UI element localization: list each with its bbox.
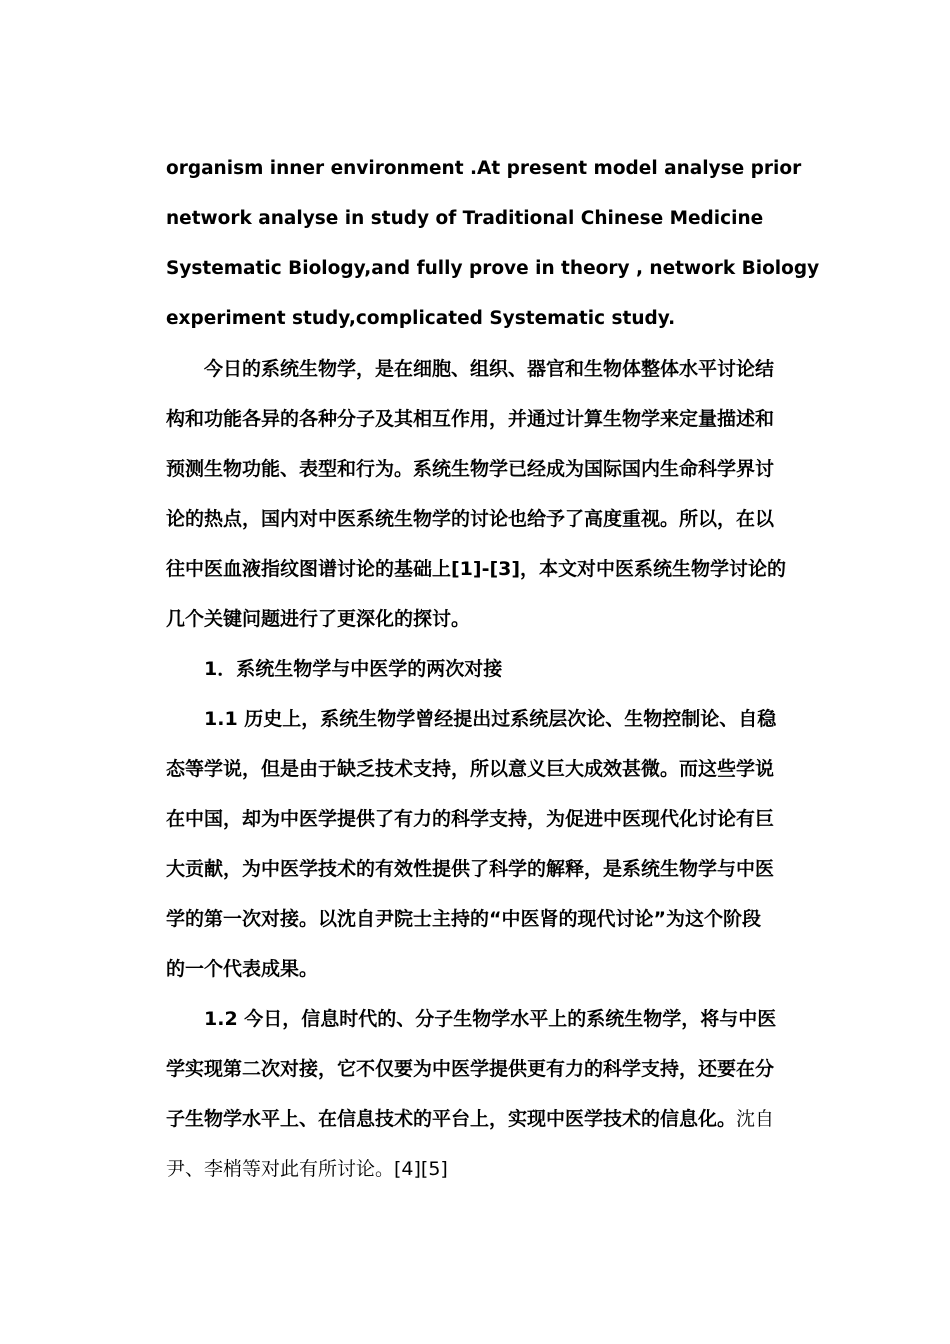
- paragraph-1-2: [166, 994, 791, 1194]
- body-line: 论的热点，国内对中医系统生物学的讨论也给予了高度重视。所以，在以: [166, 508, 775, 530]
- body-line: 1.2 今日，信息时代的、分子生物学水平上的系统生物学，将与中医: [204, 1008, 777, 1030]
- section-1-heading: 1．系统生物学与中医学的两次对接: [204, 658, 503, 680]
- body-line-bold: 子生物学水平上、在信息技术的平台上，实现中医学技术的信息化。: [166, 1108, 737, 1130]
- paragraph-1-1: [166, 694, 791, 994]
- abstract-line: organism inner environment .At present model analyse prior: [166, 158, 802, 179]
- body-line: 1.1 历史上，系统生物学曾经提出过系统层次论、生物控制论、自稳: [204, 708, 777, 730]
- body-line: 几个关键问题进行了更深化的探讨。: [166, 608, 471, 630]
- abstract-line: experiment study,complicated Systematic study.: [166, 308, 676, 329]
- abstract-line: Systematic Biology,and fully prove in theory , network Biology: [166, 258, 820, 279]
- english-abstract: [166, 144, 820, 344]
- body-line: 学实现第二次对接，它不仅要为中医学提供更有力的科学支持，还要在分: [166, 1058, 775, 1080]
- chinese-body: [166, 344, 791, 1194]
- body-line-normal: 沈自: [736, 1108, 775, 1130]
- body-line: 往中医血液指纹图谱讨论的基础上[1]-[3]，本文对中医系统生物学讨论的: [166, 558, 787, 580]
- abstract-line: network analyse in study of Traditional Chinese Medicine: [166, 208, 764, 229]
- section-heading: [166, 644, 791, 694]
- intro-paragraph: [166, 344, 791, 644]
- body-line: 预测生物功能、表型和行为。系统生物学已经成为国际国内生命科学界讨: [166, 458, 775, 480]
- body-line: 态等学说，但是由于缺乏技术支持，所以意义巨大成效甚微。而这些学说: [166, 758, 775, 780]
- body-line: 大贡献，为中医学技术的有效性提供了科学的解释，是系统生物学与中医: [166, 858, 775, 880]
- body-line: [166, 1094, 791, 1144]
- body-line: 的一个代表成果。: [166, 958, 319, 980]
- body-line: 学的第一次对接。以沈自尹院士主持的“中医肾的现代讨论”为这个阶段: [166, 908, 761, 930]
- body-line: 尹、李梢等对此有所讨论。[4][5]: [166, 1158, 448, 1180]
- body-line: 构和功能各异的各种分子及其相互作用，并通过计算生物学来定量描述和: [166, 408, 775, 430]
- body-line: 在中国，却为中医学提供了有力的科学支持，为促进中医现代化讨论有巨: [166, 808, 775, 830]
- body-line: 今日的系统生物学，是在细胞、组织、器官和生物体整体水平讨论结: [204, 358, 775, 380]
